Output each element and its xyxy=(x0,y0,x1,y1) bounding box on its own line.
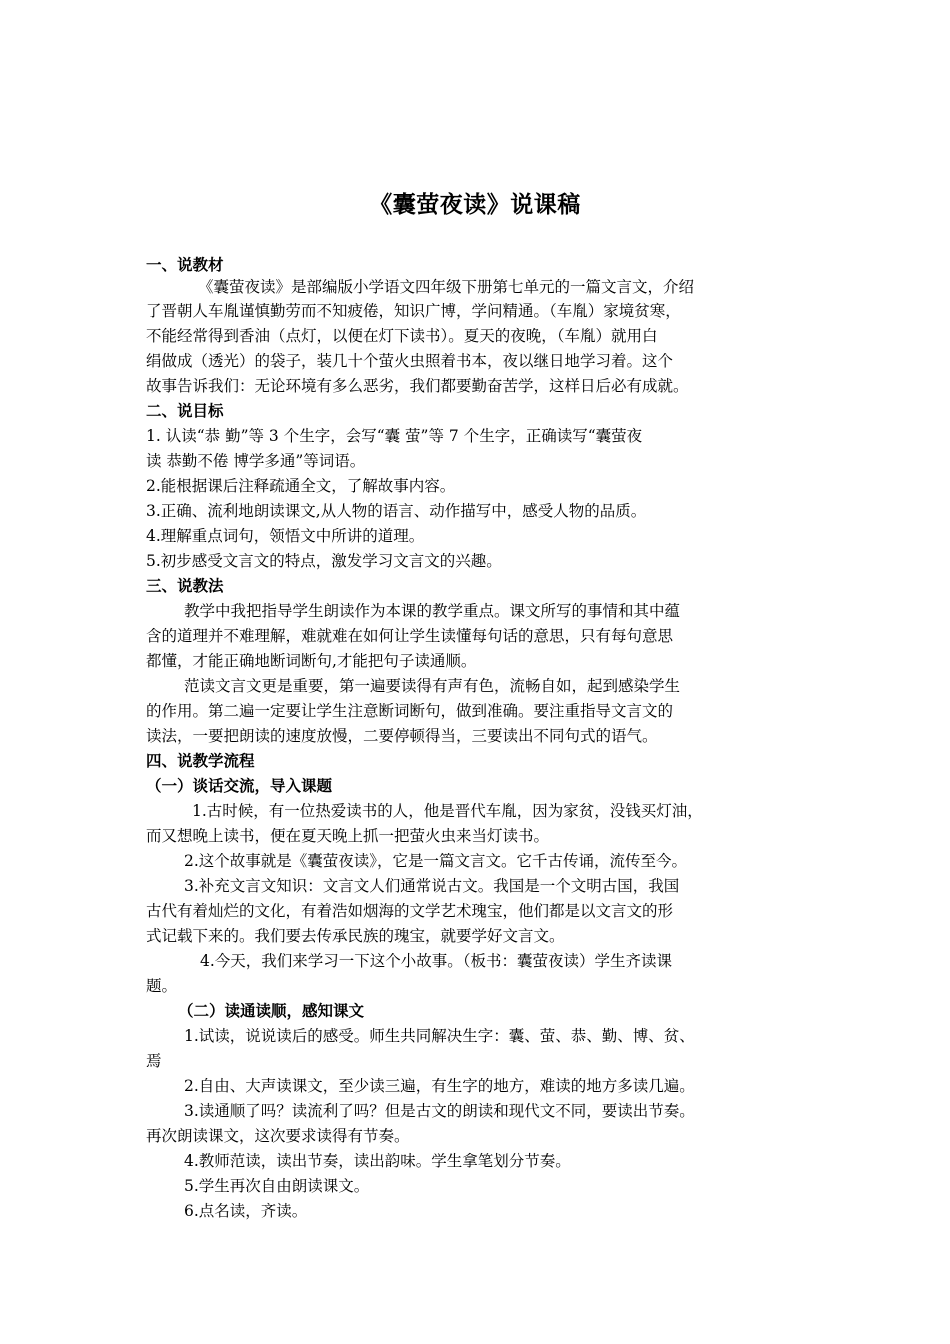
paragraph-line: 焉 xyxy=(146,1052,162,1070)
paragraph-line: 教学中我把指导学生朗读作为本课的教学重点。课文所写的事情和其中蕴 xyxy=(184,602,681,620)
paragraph-line: 读法，一要把朗读的速度放慢，二要停顿得当，三要读出不同句式的语气。 xyxy=(146,727,658,745)
paragraph-line: 的作用。第二遍一定要让学生注意断词断句，做到准确。要注重指导文言文的 xyxy=(146,702,674,720)
paragraph-line: 故事告诉我们：无论环境有多么恶劣，我们都要勤奋苦学，这样日后必有成就。 xyxy=(146,377,689,395)
paragraph-line: 了晋朝人车胤谨慎勤劳而不知疲倦，知识广博，学问精通。（车胤）家境贫寒， xyxy=(146,302,681,320)
paragraph-line: 绢做成（透光）的袋子，装几十个萤火虫照着书本，夜以继日地学习着。这个 xyxy=(146,352,674,370)
paragraph-line: 3.读通顺了吗？读流利了吗？但是古文的朗读和现代文不同，要读出节奏。 xyxy=(184,1102,695,1120)
paragraph-line: 3.补充文言文知识：文言文人们通常说古文。我国是一个文明古国，我国 xyxy=(184,877,680,895)
paragraph-line: 范读文言文更是重要，第一遍要读得有声有色，流畅自如，起到感染学生 xyxy=(184,677,681,695)
paragraph-line: 再次朗读课文，这次要求读得有节奏。 xyxy=(146,1127,410,1145)
list-item: 读 恭勤不倦 博学多通”等词语。 xyxy=(146,452,366,470)
list-item: 5.初步感受文言文的特点，激发学习文言文的兴趣。 xyxy=(146,552,502,570)
paragraph-line: 《囊萤夜读》是部编版小学语文四年级下册第七单元的一篇文言文，介绍 xyxy=(198,278,695,296)
subsection-heading-reading: （二）读通读顺，感知课文 xyxy=(178,1001,365,1020)
subsection-heading-intro: （一）谈话交流，导入课题 xyxy=(146,776,333,795)
paragraph-line: 而又想晚上读书，便在夏天晚上抓一把萤火虫来当灯读书。 xyxy=(146,827,550,845)
section-heading-teaching-material: 一、说教材 xyxy=(146,255,224,274)
paragraph-line: 含的道理并不难理解，难就难在如何让学生读懂每句话的意思，只有每句意思 xyxy=(146,627,674,645)
paragraph-line: 6.点名读，齐读。 xyxy=(184,1202,308,1220)
list-item: 1. 认读“恭 勤”等 3 个生字，会写“囊 萤”等 7 个生字，正确读写“囊萤夜 xyxy=(146,427,643,445)
page-title: 《囊萤夜读》说课稿 xyxy=(369,191,581,218)
paragraph-line: 1.古时候，有一位热爱读书的人，他是晋代车胤，因为家贫，没钱买灯油， xyxy=(192,802,703,820)
paragraph-line: 2.自由、大声读课文，至少读三遍，有生字的地方，难读的地方多读几遍。 xyxy=(184,1077,695,1095)
paragraph-line: 题。 xyxy=(146,977,178,995)
paragraph-line: 4.教师范读，读出节奏，读出韵味。学生拿笔划分节奏。 xyxy=(184,1152,571,1170)
paragraph-line: 不能经常得到香油（点灯，以便在灯下读书）。夏天的夜晚，（车胤）就用白 xyxy=(146,327,658,345)
list-item: 2.能根据课后注释疏通全文，了解故事内容。 xyxy=(146,477,456,495)
paragraph-line: 式记载下来的。我们要去传承民族的瑰宝，就要学好文言文。 xyxy=(146,927,565,945)
section-heading-objectives: 二、说目标 xyxy=(146,401,224,420)
paragraph-line: 2.这个故事就是《囊萤夜读》，它是一篇文言文。它千古传诵，流传至今。 xyxy=(184,852,688,870)
paragraph-line: 古代有着灿烂的文化，有着浩如烟海的文学艺术瑰宝，他们都是以文言文的形 xyxy=(146,902,674,920)
paragraph-line: 4.今天，我们来学习一下这个小故事。（板书：囊萤夜读）学生齐读课 xyxy=(200,952,673,970)
paragraph-line: 5.学生再次自由朗读课文。 xyxy=(184,1177,370,1195)
section-heading-teaching-process: 四、说教学流程 xyxy=(146,751,255,770)
section-heading-teaching-method: 三、说教法 xyxy=(146,576,224,595)
paragraph-line: 都懂，才能正确地断词断句,才能把句子读通顺。 xyxy=(146,652,477,670)
list-item: 4.理解重点词句，领悟文中所讲的道理。 xyxy=(146,527,425,545)
list-item: 3.正确、流利地朗读课文,从人物的语言、动作描写中，感受人物的品质。 xyxy=(146,502,647,520)
paragraph-line: 1.试读，说说读后的感受。师生共同解决生字：囊、萤、恭、勤、博、贫、 xyxy=(184,1027,695,1045)
